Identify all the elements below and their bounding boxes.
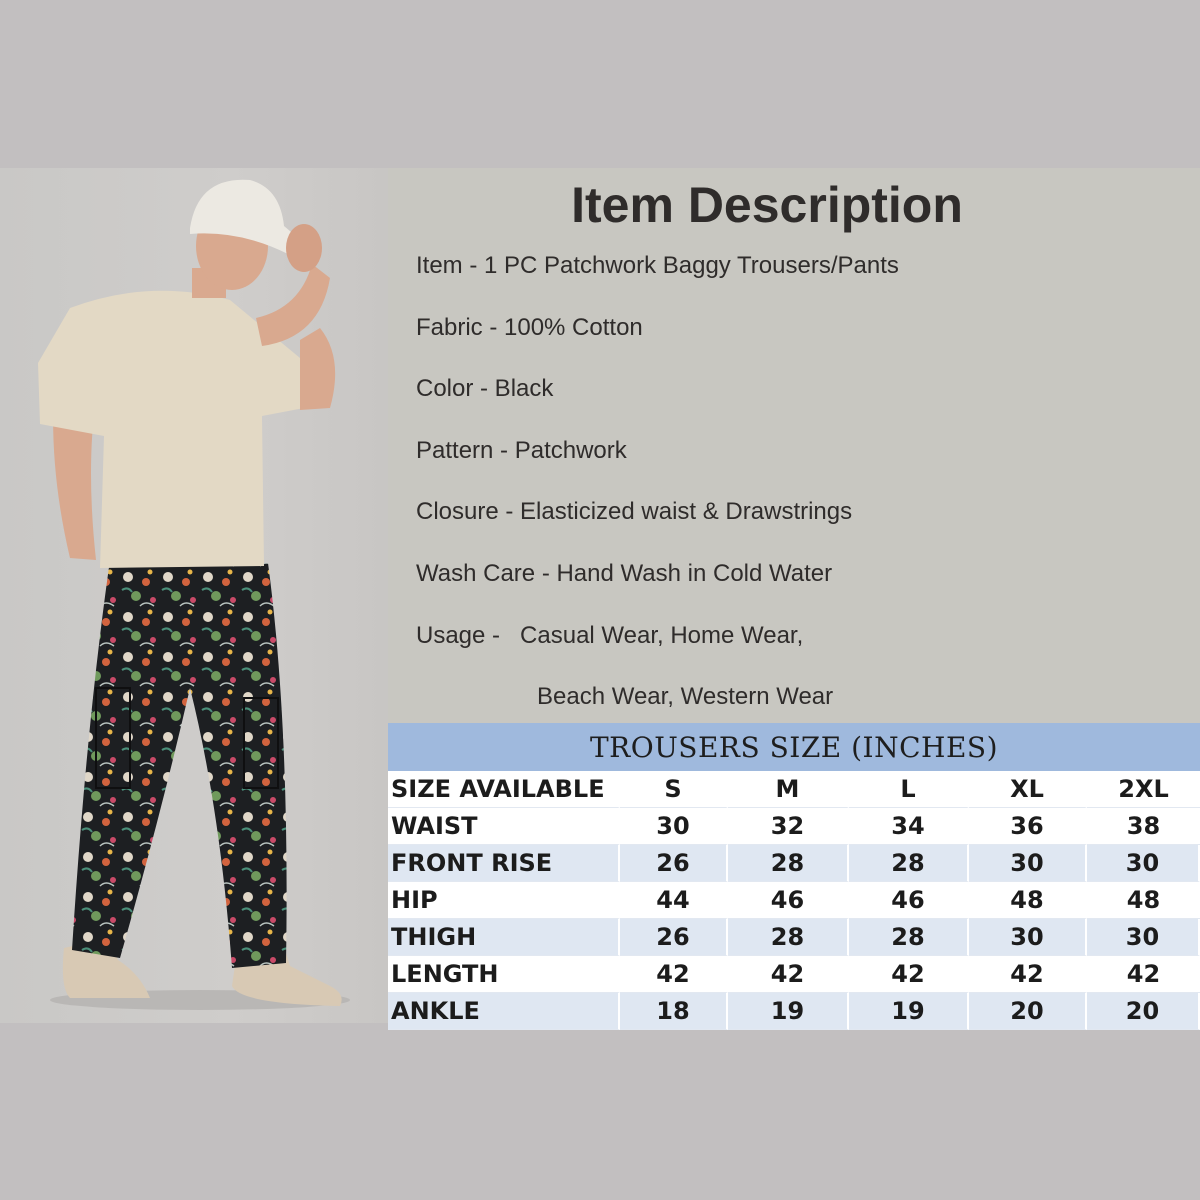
table-cell: 20 — [969, 993, 1087, 1030]
table-cell: 30 — [969, 845, 1087, 882]
row-label: THIGH — [388, 919, 620, 956]
size-table — [388, 771, 1200, 1030]
size-column-header: M — [728, 771, 849, 808]
model-photo — [0, 168, 388, 1023]
table-row — [388, 882, 1200, 919]
table-cell: 26 — [620, 845, 728, 882]
table-cell: 28 — [849, 919, 969, 956]
table-cell: 34 — [849, 808, 969, 845]
table-row — [388, 808, 1200, 845]
pattern-line: Pattern - Patchwork — [416, 437, 627, 464]
table-cell: 42 — [620, 956, 728, 993]
row-label: WAIST — [388, 808, 620, 845]
row-label: ANKLE — [388, 993, 620, 1030]
item-description-panel — [388, 168, 1200, 723]
table-cell: 38 — [1087, 808, 1200, 845]
table-row — [388, 845, 1200, 882]
size-chart — [388, 723, 1200, 1023]
table-cell: 42 — [728, 956, 849, 993]
usage-line: Usage - Casual Wear, Home Wear, — [416, 622, 804, 649]
table-row — [388, 993, 1200, 1030]
table-cell: 30 — [969, 919, 1087, 956]
table-cell: 19 — [728, 993, 849, 1030]
table-cell: 48 — [1087, 882, 1200, 919]
table-cell: 26 — [620, 919, 728, 956]
size-column-header: S — [620, 771, 728, 808]
table-cell: 28 — [728, 919, 849, 956]
usage-line-continued: Beach Wear, Western Wear — [537, 683, 834, 710]
size-column-header: XL — [969, 771, 1087, 808]
size-column-header: 2XL — [1087, 771, 1200, 808]
table-cell: 20 — [1087, 993, 1200, 1030]
item-description-title: Item Description — [571, 177, 963, 233]
size-column-header: L — [849, 771, 969, 808]
row-label: FRONT RISE — [388, 845, 620, 882]
table-cell: 19 — [849, 993, 969, 1030]
table-row — [388, 956, 1200, 993]
table-row — [388, 919, 1200, 956]
color-line: Color - Black — [416, 375, 554, 402]
closure-line: Closure - Elasticized waist & Drawstrings — [416, 498, 853, 525]
table-cell: 44 — [620, 882, 728, 919]
row-label: LENGTH — [388, 956, 620, 993]
model-illustration — [0, 168, 388, 1023]
table-cell: 30 — [1087, 919, 1200, 956]
table-cell: 42 — [1087, 956, 1200, 993]
table-cell: 42 — [969, 956, 1087, 993]
fabric-line: Fabric - 100% Cotton — [416, 314, 643, 341]
wash-care-line: Wash Care - Hand Wash in Cold Water — [416, 560, 833, 587]
table-cell: 30 — [620, 808, 728, 845]
size-chart-title: TROUSERS SIZE (INCHES) — [388, 723, 1200, 771]
table-cell: 28 — [849, 845, 969, 882]
row-label: HIP — [388, 882, 620, 919]
table-cell: 36 — [969, 808, 1087, 845]
table-cell: 18 — [620, 993, 728, 1030]
table-cell: 48 — [969, 882, 1087, 919]
table-cell: 42 — [849, 956, 969, 993]
size-header-row — [388, 771, 1200, 808]
size-available-label: SIZE AVAILABLE — [388, 771, 620, 808]
table-cell: 46 — [849, 882, 969, 919]
item-line: Item - 1 PC Patchwork Baggy Trousers/Pants — [416, 252, 899, 279]
table-cell: 30 — [1087, 845, 1200, 882]
table-cell: 28 — [728, 845, 849, 882]
table-cell: 32 — [728, 808, 849, 845]
table-cell: 46 — [728, 882, 849, 919]
